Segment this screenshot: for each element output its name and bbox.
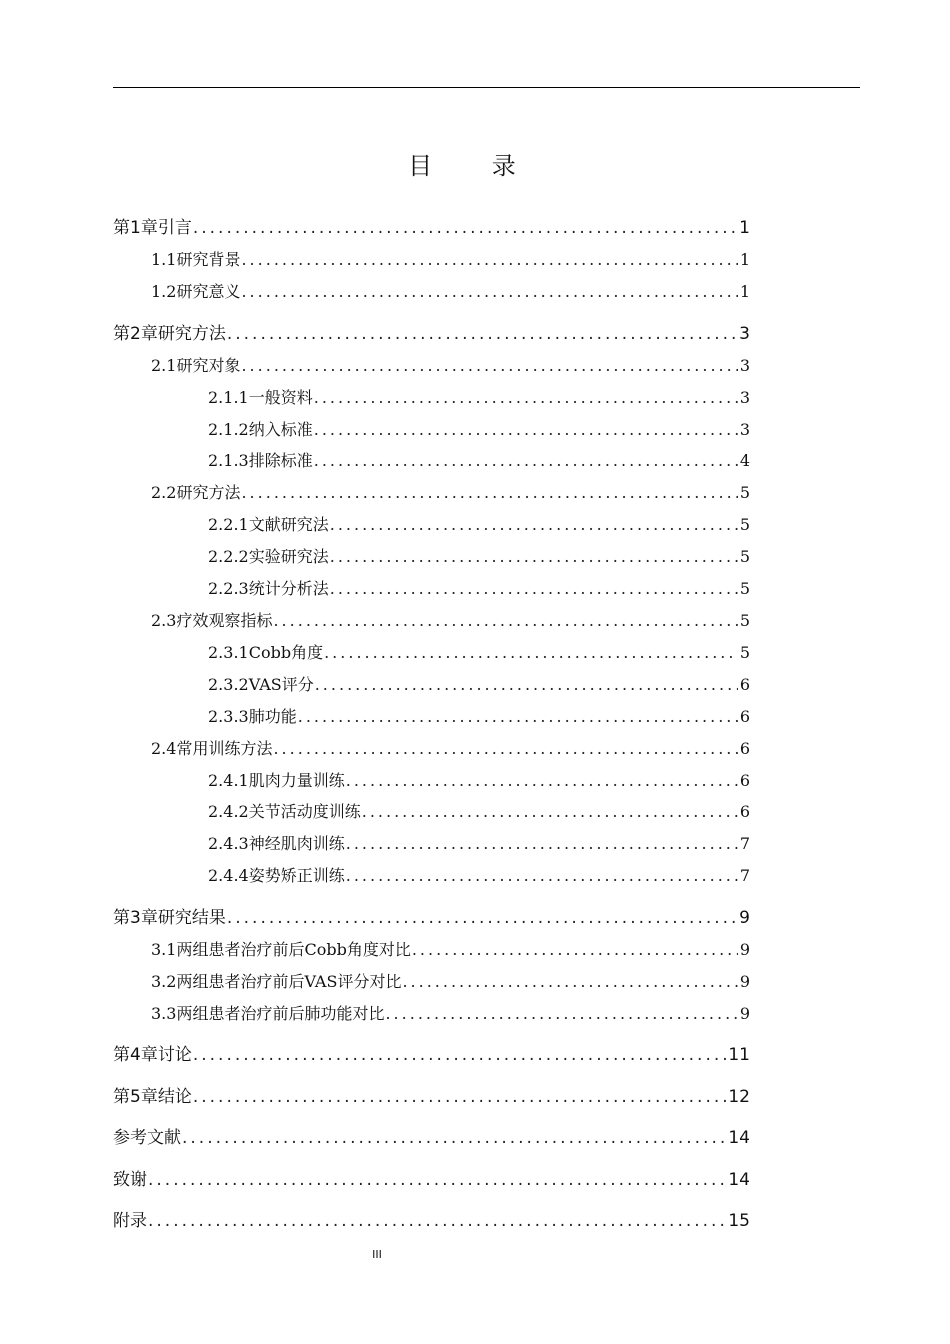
toc-entry-page: 7 [739, 834, 750, 853]
toc-entry-page: 3 [739, 324, 750, 344]
toc-entry-label: VAS评分 [248, 675, 314, 694]
toc-leader-dots [193, 1043, 727, 1067]
toc-leader-dots [314, 418, 738, 442]
toc-entry-label: 两组患者治疗前后Cobb角度对比 [176, 940, 411, 959]
toc-entry-2-4-3[interactable] [208, 832, 750, 856]
toc-leader-dots [148, 1209, 726, 1233]
toc-entry-page: 5 [739, 515, 750, 534]
toc-leader-dots [241, 248, 737, 272]
toc-entry-3-3[interactable] [151, 1002, 750, 1026]
toc-entry-label: 疗效观察指标 [176, 611, 273, 630]
toc-leader-dots [402, 970, 737, 994]
toc-entry-label: 肌肉力量训练 [248, 771, 345, 790]
toc-entry-page: 5 [739, 579, 750, 598]
toc-leader-dots [346, 864, 738, 888]
toc-entry-2-1-2[interactable] [208, 418, 750, 442]
toc-entry-number: 2.3.1 [208, 643, 249, 662]
toc-entry-1-1[interactable] [151, 248, 750, 272]
toc-entry-appendix[interactable] [113, 1209, 750, 1233]
toc-entry-1-2[interactable] [151, 280, 750, 304]
toc-entry-2-2-2[interactable] [208, 545, 750, 569]
toc-entry-ch3[interactable] [113, 906, 750, 930]
toc-leader-dots [412, 938, 738, 962]
toc-entry-page: 15 [728, 1211, 750, 1231]
toc-entry-ch1[interactable] [113, 216, 750, 240]
toc-entry-label: 纳入标准 [248, 420, 313, 439]
toc-entry-2-3[interactable] [151, 609, 750, 633]
toc-leader-dots [241, 481, 737, 505]
toc-entry-2-3-3[interactable] [208, 705, 750, 729]
toc-entry-3-1[interactable] [151, 938, 750, 962]
toc-entry-label: 致谢 [113, 1170, 147, 1190]
toc-entry-label: 统计分析法 [248, 579, 329, 598]
toc-leader-dots [385, 1002, 737, 1026]
toc-entry-page: 3 [739, 388, 750, 407]
toc-entry-page: 9 [739, 940, 750, 959]
toc-entry-label: 研究背景 [176, 250, 241, 269]
toc-entry-label: Cobb角度 [248, 643, 324, 662]
toc-entry-2-4-1[interactable] [208, 769, 750, 793]
toc-entry-label: 研究对象 [176, 356, 241, 375]
toc-entry-ch4[interactable] [113, 1043, 750, 1067]
toc-entry-page: 1 [739, 218, 750, 238]
toc-entry-3-2[interactable] [151, 970, 750, 994]
toc-entry-number: 2.4.1 [208, 771, 249, 790]
toc-entry-page: 9 [739, 1004, 750, 1023]
toc-entry-page: 5 [739, 483, 750, 502]
toc-entry-label: 文献研究法 [248, 515, 329, 534]
toc-entry-label: 常用训练方法 [176, 739, 273, 758]
toc-entry-label: 结论 [157, 1087, 192, 1107]
toc-leader-dots [330, 513, 738, 537]
toc-entry-label: 研究结果 [157, 908, 226, 928]
toc-leader-dots [241, 354, 737, 378]
toc-entry-number: 第2章 [113, 324, 158, 344]
toc-leader-dots [362, 800, 738, 824]
toc-entry-number: 2.2.2 [208, 547, 249, 566]
toc-entry-page: 9 [739, 972, 750, 991]
toc-entry-2-1[interactable] [151, 354, 750, 378]
toc-entry-number: 2.1 [151, 356, 177, 375]
toc-entry-number: 2.3.2 [208, 675, 249, 694]
toc-entry-number: 2.2 [151, 483, 177, 502]
toc-entry-label: 参考文献 [113, 1128, 181, 1148]
toc-entry-2-2-3[interactable] [208, 577, 750, 601]
toc-leader-dots [330, 545, 738, 569]
toc-entry-page: 9 [739, 908, 750, 928]
toc-entry-2-3-2[interactable] [208, 673, 750, 697]
toc-leader-dots [273, 609, 737, 633]
toc-entry-page: 4 [739, 451, 750, 470]
toc-entry-number: 2.4.2 [208, 802, 249, 821]
toc-entry-page: 6 [739, 707, 750, 726]
toc-entry-page: 6 [739, 739, 750, 758]
toc-entry-number: 第1章 [113, 218, 158, 238]
toc-entry-number: 3.2 [151, 972, 177, 991]
toc-entry-label: 两组患者治疗前后VAS评分对比 [176, 972, 402, 991]
toc-entry-2-2[interactable] [151, 481, 750, 505]
toc-leader-dots [346, 832, 738, 856]
toc-entry-number: 2.4.3 [208, 834, 249, 853]
toc-entry-number: 2.3 [151, 611, 177, 630]
toc-entry-page: 5 [739, 611, 750, 630]
toc-entry-label: 排除标准 [248, 451, 313, 470]
toc-entry-number: 1.2 [151, 282, 177, 301]
toc-leader-dots [193, 216, 737, 240]
toc-entry-label: 研究方法 [157, 324, 226, 344]
toc-entry-label: 神经肌肉训练 [248, 834, 345, 853]
toc-entry-2-2-1[interactable] [208, 513, 750, 537]
toc-entry-number: 3.1 [151, 940, 177, 959]
toc-leader-dots [298, 705, 738, 729]
toc-entry-page: 6 [739, 802, 750, 821]
toc-entry-label: 两组患者治疗前后肺功能对比 [176, 1004, 385, 1023]
page-title: 目 录 [408, 152, 542, 180]
toc-entry-number: 第4章 [113, 1045, 158, 1065]
toc-entry-2-3-1[interactable] [208, 641, 750, 665]
toc-entry-label: 姿势矫正训练 [248, 866, 345, 885]
toc-entry-number: 2.1.2 [208, 420, 249, 439]
toc-leader-dots [273, 737, 737, 761]
toc-entry-label: 实验研究法 [248, 547, 329, 566]
toc-entry-2-1-3[interactable] [208, 449, 750, 473]
toc-entry-label: 肺功能 [248, 707, 297, 726]
toc-entry-2-4-2[interactable] [208, 800, 750, 824]
toc-entry-page: 3 [739, 420, 750, 439]
toc-leader-dots [314, 386, 738, 410]
toc-leader-dots [182, 1126, 726, 1150]
toc-leader-dots [324, 641, 738, 665]
page-number: III [372, 1248, 382, 1261]
toc-leader-dots [314, 449, 738, 473]
toc-entry-page: 7 [739, 866, 750, 885]
toc-leader-dots [227, 322, 737, 346]
toc-entry-page: 11 [728, 1045, 750, 1065]
toc-entry-page: 1 [739, 250, 750, 269]
toc-entry-page: 5 [739, 547, 750, 566]
toc-entry-page: 14 [728, 1128, 750, 1148]
toc-entry-number: 2.2.3 [208, 579, 249, 598]
toc-entry-label: 引言 [157, 218, 192, 238]
toc-entry-page: 12 [728, 1087, 750, 1107]
toc-leader-dots [241, 280, 737, 304]
toc-leader-dots [330, 577, 738, 601]
toc-entry-page: 5 [739, 643, 750, 662]
toc-leader-dots [346, 769, 738, 793]
toc-entry-number: 2.2.1 [208, 515, 249, 534]
toc-entry-label: 关节活动度训练 [248, 802, 361, 821]
toc-entry-ch5[interactable] [113, 1085, 750, 1109]
toc-entry-acknowledgements[interactable] [113, 1168, 750, 1192]
toc-entry-label: 研究方法 [176, 483, 241, 502]
toc-entry-number: 2.1.3 [208, 451, 249, 470]
toc-entry-2-1-1[interactable] [208, 386, 750, 410]
toc-entry-number: 第5章 [113, 1087, 158, 1107]
toc-leader-dots [227, 906, 737, 930]
toc-leader-dots [193, 1085, 727, 1109]
toc-entry-page: 6 [739, 675, 750, 694]
toc-entry-number: 2.3.3 [208, 707, 249, 726]
toc-entry-number: 2.4 [151, 739, 177, 758]
toc-entry-label: 附录 [113, 1211, 147, 1231]
toc-entry-number: 2.4.4 [208, 866, 249, 885]
toc-entry-ch2[interactable] [113, 322, 750, 346]
toc-entry-2-4[interactable] [151, 737, 750, 761]
toc-entry-page: 3 [739, 356, 750, 375]
toc-entry-label: 讨论 [157, 1045, 192, 1065]
toc-entry-label: 一般资料 [248, 388, 313, 407]
toc-entry-number: 3.3 [151, 1004, 177, 1023]
toc-entry-page: 6 [739, 771, 750, 790]
toc-entry-number: 2.1.1 [208, 388, 249, 407]
toc-entry-number: 第3章 [113, 908, 158, 928]
toc-leader-dots [148, 1168, 726, 1192]
toc-entry-label: 研究意义 [176, 282, 241, 301]
toc-entry-page: 1 [739, 282, 750, 301]
toc-entry-page: 14 [728, 1170, 750, 1190]
toc-entry-2-4-4[interactable] [208, 864, 750, 888]
toc-leader-dots [315, 673, 738, 697]
toc-entry-number: 1.1 [151, 250, 177, 269]
toc-entry-references[interactable] [113, 1126, 750, 1150]
